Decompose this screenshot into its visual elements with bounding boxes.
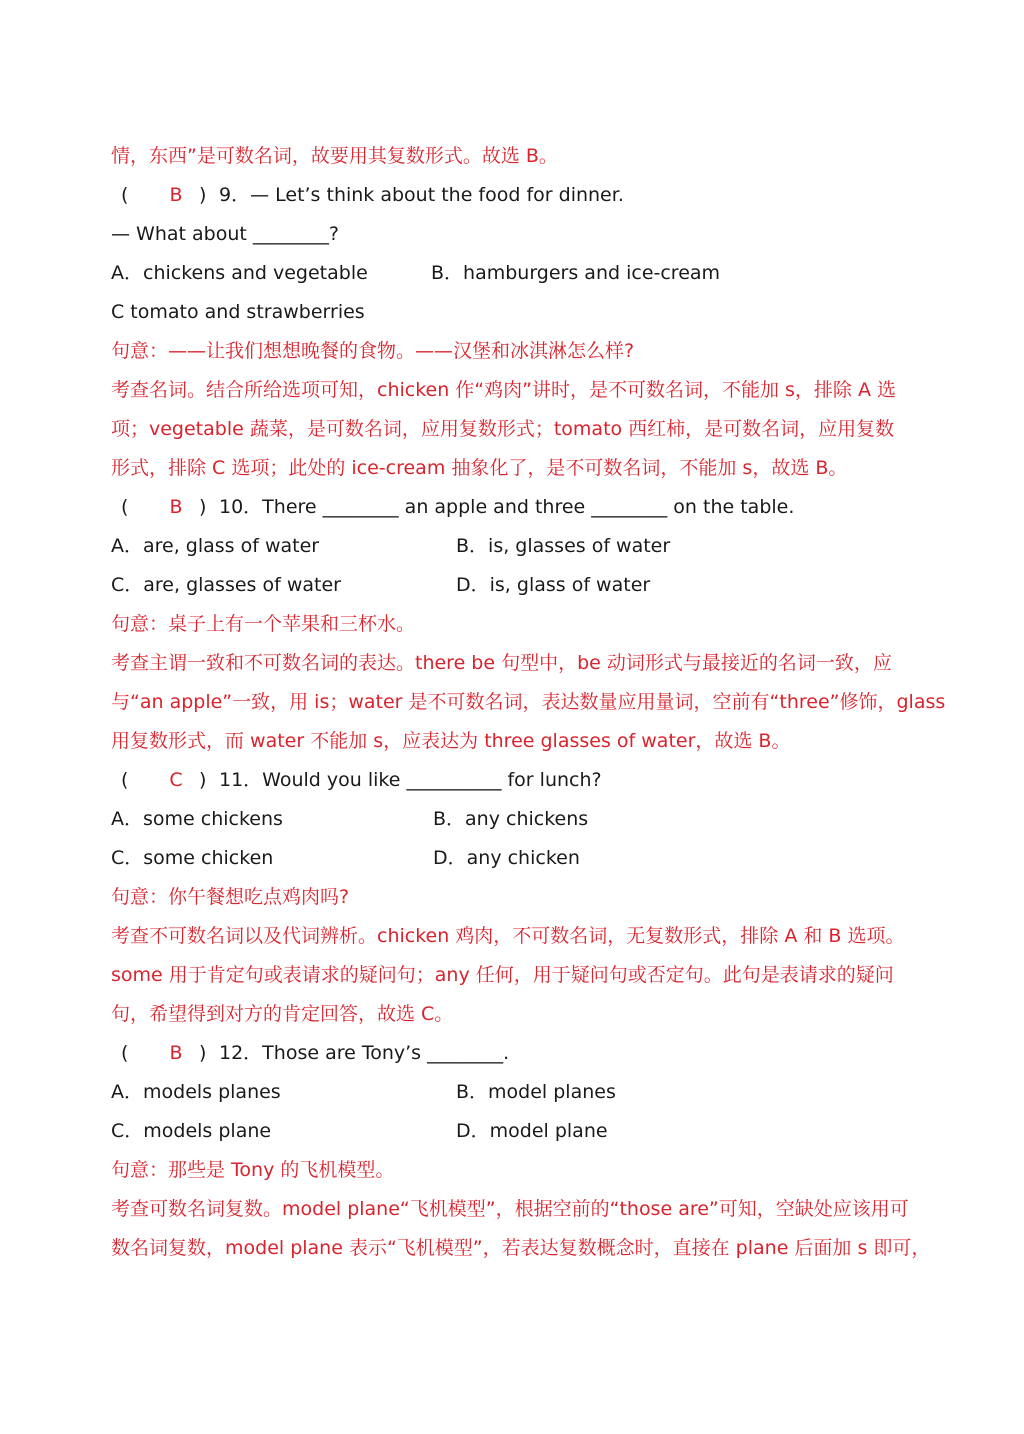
explanation-line: some 用于肯定句或表请求的疑问句；any 任何，用于疑问句或否定句。此句是表请求的疑问	[111, 964, 894, 986]
options-row	[111, 1077, 911, 1107]
option-right: B．hamburgers and ice-cream	[431, 262, 721, 284]
question-line	[111, 1038, 509, 1068]
question-stem: 12．Those are Tony’s ________.	[219, 1042, 510, 1064]
option-left: C．some chicken	[111, 847, 274, 869]
option-left: A．models planes	[111, 1081, 281, 1103]
answer-bracket-close: )	[199, 184, 207, 206]
explanation-line: 项；vegetable 蔬菜，是可数名词，应用复数形式；tomato 西红柿，是可数名词，应用复数	[111, 418, 895, 440]
explanation-line: 句，希望得到对方的肯定回答，故选 C。	[111, 1003, 454, 1025]
answer-letter: B	[169, 184, 183, 206]
options-row	[111, 531, 911, 561]
answer-letter: C	[169, 769, 183, 791]
answer-letter: B	[169, 1042, 183, 1064]
answer-bracket-open: (	[121, 496, 129, 518]
answer-bracket-close: )	[199, 1042, 207, 1064]
question-line	[111, 765, 602, 795]
options-row	[111, 570, 911, 600]
explanation-line: 数名词复数，model plane 表示“飞机模型”，若表达复数概念时，直接在 plane 后面加 s 即可，	[111, 1237, 931, 1259]
question-line	[111, 180, 624, 210]
question-stem: 11．Would you like __________ for lunch?	[219, 769, 602, 791]
option-right: D．model plane	[456, 1120, 608, 1142]
options-row	[111, 258, 911, 288]
explanation-line: 考查主谓一致和不可数名词的表达。there be 句型中，be 动词形式与最接近的名词一致，应	[111, 652, 892, 674]
explanation-line: 形式，排除 C 选项；此处的 ice-cream 抽象化了，是不可数名词，不能加 s，故选 B。	[111, 457, 848, 479]
explanation-line: 考查不可数名词以及代词辨析。chicken 鸡肉，不可数名词，无复数形式，排除 A 和 B 选项。	[111, 925, 905, 947]
option-left: A．some chickens	[111, 808, 283, 830]
options-row	[111, 1116, 911, 1146]
explanation-line: 与“an apple”一致，用 is；water 是不可数名词，表达数量应用量词，空前有“three”修饰，glass	[111, 691, 946, 713]
answer-bracket-open: (	[121, 184, 129, 206]
option-right: B．is, glasses of water	[456, 535, 671, 557]
question-text-line: C tomato and strawberries	[111, 301, 365, 323]
option-right: B．model planes	[456, 1081, 616, 1103]
explanation-line: 考查可数名词复数。model plane“飞机模型”，根据空前的“those are”可知，空缺处应该用可	[111, 1198, 909, 1220]
answer-bracket-close: )	[199, 496, 207, 518]
explanation-line: 句意：——让我们想想晚餐的食物。——汉堡和冰淇淋怎么样?	[111, 340, 635, 362]
explanation-line: 句意：桌子上有一个苹果和三杯水。	[111, 613, 416, 635]
explanation-line: 句意：那些是 Tony 的飞机模型。	[111, 1159, 395, 1181]
option-left: C．are, glasses of water	[111, 574, 341, 596]
explanation-line: 句意：你午餐想吃点鸡肉吗?	[111, 886, 350, 908]
question-line	[111, 492, 794, 522]
answer-bracket-open: (	[121, 1042, 129, 1064]
answer-letter: B	[169, 496, 183, 518]
question-stem: 10．There ________ an apple and three ________ on the table.	[219, 496, 795, 518]
question-stem: 9．— Let’s think about the food for dinner.	[219, 184, 624, 206]
answer-bracket-open: (	[121, 769, 129, 791]
option-left: A．are, glass of water	[111, 535, 320, 557]
options-row	[111, 843, 911, 873]
options-row	[111, 804, 911, 834]
explanation-line: 考查名词。结合所给选项可知，chicken 作“鸡肉”讲时，是不可数名词，不能加 s，排除 A 选	[111, 379, 897, 401]
option-right: B．any chickens	[433, 808, 589, 830]
option-left: A．chickens and vegetable	[111, 262, 368, 284]
explanation-line: 用复数形式，而 water 不能加 s，应表达为 three glasses of water，故选 B。	[111, 730, 791, 752]
option-left: C．models plane	[111, 1120, 272, 1142]
explanation-line: 情，东西”是可数名词，故要用其复数形式。故选 B。	[111, 145, 558, 167]
option-right: D．is, glass of water	[456, 574, 651, 596]
option-right: D．any chicken	[433, 847, 580, 869]
question-text-line: — What about ________?	[111, 223, 339, 245]
answer-bracket-close: )	[199, 769, 207, 791]
